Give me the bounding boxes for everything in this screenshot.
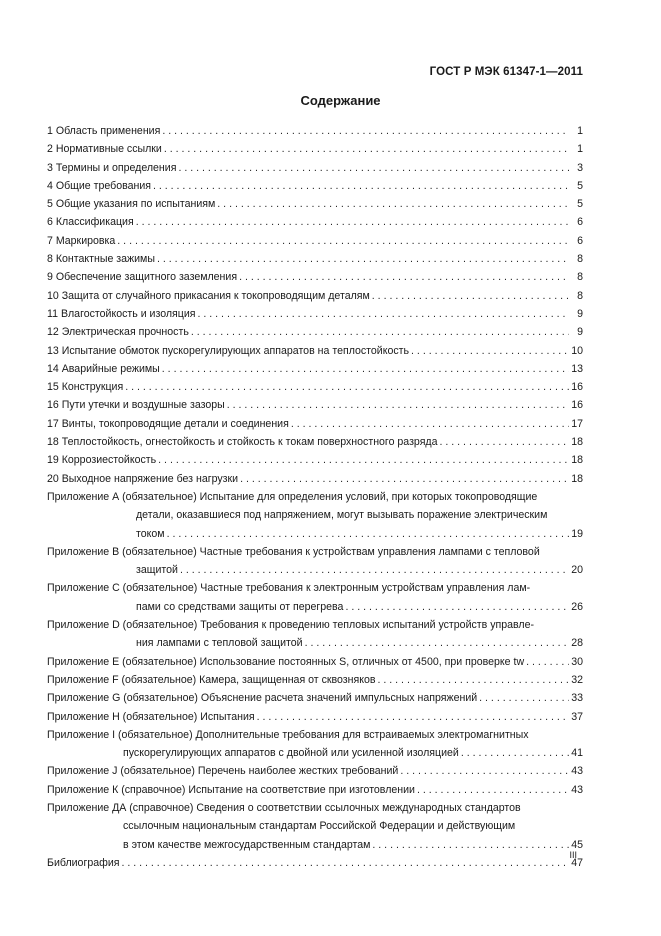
dot-leader <box>305 634 569 652</box>
toc-entry-title: 4 Общие требования <box>47 179 151 192</box>
toc-entry-title: 16 Пути утечки и воздушные зазоры <box>47 399 225 412</box>
dot-leader <box>440 433 569 451</box>
toc-entry-title: 2 Нормативные ссылки <box>47 143 162 156</box>
page-title: Содержание <box>300 93 381 108</box>
toc-entry-page: 18 <box>571 454 583 467</box>
toc-entry-title: Приложение Е (обязательное) Использование постоянных S, отличных от 4500, при проверке tw <box>47 655 525 668</box>
dot-leader <box>372 287 569 305</box>
toc-entry-line: Приложение ДА (справочное) Сведения о соответствии ссылочных международных стандартов <box>47 801 521 814</box>
toc-entry-page: 8 <box>577 289 583 302</box>
toc-entry-title: 1 Область применения <box>47 125 161 137</box>
toc-entry[interactable] <box>47 396 583 414</box>
dot-leader <box>526 653 569 671</box>
toc-entry-page: 20 <box>571 564 583 577</box>
dot-leader <box>125 378 569 396</box>
toc-entry-title: Приложение J (обязательное) Перечень наиболее жестких требований <box>47 765 399 778</box>
toc-entry-page: 1 <box>577 143 583 156</box>
toc-entry-page: 9 <box>577 307 583 320</box>
toc-entry-title: 13 Испытание обмоток пускорегулирующих аппаратов на теплостойкость <box>47 344 410 357</box>
toc-entry-title: Приложение F (обязательное) Камера, защищенная от сквозняков <box>47 673 376 686</box>
toc-entry[interactable] <box>47 799 583 854</box>
toc-entry-title: 20 Выходное напряжение без нагрузки <box>47 472 239 485</box>
toc-entry-title: 7 Маркировка <box>47 234 116 247</box>
toc-entry-title: пами со средствами защиты от перегрева <box>136 600 344 613</box>
dot-leader <box>117 232 569 250</box>
toc-entry-page: 19 <box>571 527 583 540</box>
toc-entry-title: 10 Защита от случайного прикасания к токопроводящим деталям <box>47 289 370 302</box>
dot-leader <box>257 708 569 726</box>
toc-entry-title: ния лампами с тепловой защитой <box>136 637 303 650</box>
dot-leader <box>162 122 569 140</box>
toc-entry-page: 13 <box>571 362 583 375</box>
toc-entry[interactable] <box>47 451 583 469</box>
table-of-contents <box>47 122 583 872</box>
dot-leader <box>136 213 569 231</box>
toc-entry[interactable] <box>47 708 583 726</box>
toc-entry-title: в этом качестве межгосударственным стандартам <box>123 838 371 851</box>
toc-entry[interactable] <box>47 488 583 543</box>
toc-entry-line: Приложение С (обязательное) Частные требования к электронным устройствам управления лам- <box>47 582 531 595</box>
toc-entry[interactable] <box>47 342 583 360</box>
toc-entry-page: 6 <box>577 216 583 229</box>
toc-entry[interactable] <box>47 287 583 305</box>
toc-entry-title: 12 Электрическая прочность <box>47 326 189 339</box>
toc-entry-line: Приложение В (обязательное) Частные требования к устройствам управления лампами с тепловой <box>47 545 540 558</box>
toc-entry[interactable] <box>47 122 583 140</box>
toc-entry[interactable] <box>47 433 583 451</box>
toc-entry-page: 8 <box>577 253 583 266</box>
toc-entry-title: пускорегулирующих аппаратов с двойной или усиленной изоляцией <box>123 747 459 760</box>
toc-entry-page: 28 <box>571 637 583 650</box>
toc-entry-page: 16 <box>571 381 583 394</box>
dot-leader <box>158 451 569 469</box>
toc-entry-title: защитой <box>136 564 178 577</box>
toc-entry[interactable] <box>47 250 583 268</box>
toc-entry-title: 6 Классификация <box>47 216 134 229</box>
toc-entry-title: 18 Теплостойкость, огнестойкость и стойкость к токам поверхностного разряда <box>47 436 438 449</box>
toc-entry[interactable] <box>47 579 583 616</box>
toc-entry-page: 32 <box>571 673 583 686</box>
toc-entry-title: 8 Контактные зажимы <box>47 253 155 266</box>
toc-entry[interactable] <box>47 543 583 580</box>
dot-leader <box>400 762 569 780</box>
toc-entry[interactable] <box>47 470 583 488</box>
toc-entry[interactable] <box>47 140 583 158</box>
toc-entry-page: 1 <box>577 125 583 137</box>
toc-entry-page: 41 <box>571 747 583 760</box>
toc-entry-title: 19 Коррозиестойкость <box>47 454 157 467</box>
toc-entry-page: 8 <box>577 271 583 284</box>
dot-leader <box>153 177 569 195</box>
toc-entry[interactable] <box>47 653 583 671</box>
toc-entry-line: Приложение I (обязательное) Дополнительные требования для встраиваемых электромагнитных <box>47 728 529 741</box>
dot-leader <box>378 671 569 689</box>
dot-leader <box>121 854 569 872</box>
toc-entry-title: 14 Аварийные режимы <box>47 362 160 375</box>
toc-entry[interactable] <box>47 378 583 396</box>
toc-entry-page: 16 <box>571 399 583 412</box>
toc-entry-title: 11 Влагостойкость и изоляция <box>47 307 196 320</box>
toc-entry-page: 9 <box>577 326 583 339</box>
toc-entry[interactable] <box>47 195 583 213</box>
dot-leader <box>198 305 569 323</box>
toc-entry-page: 47 <box>571 856 583 869</box>
dot-leader <box>417 781 569 799</box>
toc-entry-page: 5 <box>577 198 583 211</box>
toc-entry-page: 3 <box>577 161 583 174</box>
toc-entry-page: 43 <box>571 765 583 778</box>
toc-entry[interactable] <box>47 213 583 231</box>
dot-leader <box>291 415 569 433</box>
toc-entry-title: Приложение G (обязательное) Объяснение расчета значений импульсных напряжений <box>47 692 478 705</box>
toc-entry-page: 45 <box>571 838 583 851</box>
toc-entry[interactable] <box>47 360 583 378</box>
toc-entry-page: 18 <box>571 472 583 485</box>
dot-leader <box>240 470 569 488</box>
toc-entry-page: 26 <box>571 600 583 613</box>
toc-entry-title: Библиография <box>47 856 120 869</box>
dot-leader <box>345 598 569 616</box>
toc-entry[interactable] <box>47 762 583 780</box>
toc-entry[interactable] <box>47 159 583 177</box>
toc-entry-title: 17 Винты, токопроводящие детали и соединения <box>47 417 289 430</box>
toc-entry-line: детали, оказавшиеся под напряжением, могут вызывать поражение электрическим <box>136 509 548 522</box>
toc-entry[interactable] <box>47 305 583 323</box>
toc-entry-page: 10 <box>571 344 583 357</box>
dot-leader <box>411 342 569 360</box>
toc-entry-title: 5 Общие указания по испытаниям <box>47 198 216 211</box>
toc-entry-page: 6 <box>577 234 583 247</box>
dot-leader <box>217 195 569 213</box>
toc-entry[interactable] <box>47 415 583 433</box>
toc-entry-page: 18 <box>571 436 583 449</box>
dot-leader <box>162 360 569 378</box>
toc-entry-title: 9 Обеспечение защитного заземления <box>47 271 238 284</box>
toc-entry-page: 30 <box>571 655 583 668</box>
document-code: ГОСТ Р МЭК 61347-1—2011 <box>429 66 583 78</box>
toc-entry[interactable] <box>47 177 583 195</box>
dot-leader <box>479 689 569 707</box>
dot-leader <box>157 250 569 268</box>
dot-leader <box>178 159 569 177</box>
toc-entry-page: 37 <box>571 710 583 723</box>
toc-entry[interactable] <box>47 689 583 707</box>
dot-leader <box>372 836 569 854</box>
toc-entry[interactable] <box>47 671 583 689</box>
toc-entry-line: Приложение D (обязательное) Требования к проведению тепловых испытаний устройств управле- <box>47 619 535 632</box>
toc-entry-title: Приложение К (справочное) Испытание на соответствие при изготовлении <box>47 783 415 796</box>
dot-leader <box>164 140 569 158</box>
toc-entry[interactable] <box>47 323 583 341</box>
dot-leader <box>167 525 569 543</box>
toc-entry-page: 43 <box>571 783 583 796</box>
toc-entry-title: Приложение H (обязательное) Испытания <box>47 710 255 723</box>
toc-entry-line: Приложение А (обязательное) Испытание для определения условий, при которых токопроводящие <box>47 490 538 503</box>
page-number-footer: III <box>569 850 577 860</box>
toc-entry-page: 33 <box>571 692 583 705</box>
toc-entry[interactable] <box>47 232 583 250</box>
toc-entry-title: током <box>136 527 165 540</box>
toc-entry-page: 17 <box>571 417 583 430</box>
dot-leader <box>461 744 569 762</box>
dot-leader <box>227 396 569 414</box>
toc-entry-title: 15 Конструкция <box>47 381 124 394</box>
toc-entry[interactable] <box>47 781 583 799</box>
dot-leader <box>180 561 569 579</box>
toc-entry[interactable] <box>47 854 583 872</box>
toc-entry-line: ссылочным национальным стандартам Российской Федерации и действующим <box>123 820 516 833</box>
toc-entry-title: 3 Термины и определения <box>47 161 177 174</box>
toc-entry[interactable] <box>47 616 583 653</box>
toc-entry[interactable] <box>47 726 583 763</box>
dot-leader <box>239 268 569 286</box>
dot-leader <box>191 323 569 341</box>
toc-entry[interactable] <box>47 268 583 286</box>
toc-entry-page: 5 <box>577 179 583 192</box>
